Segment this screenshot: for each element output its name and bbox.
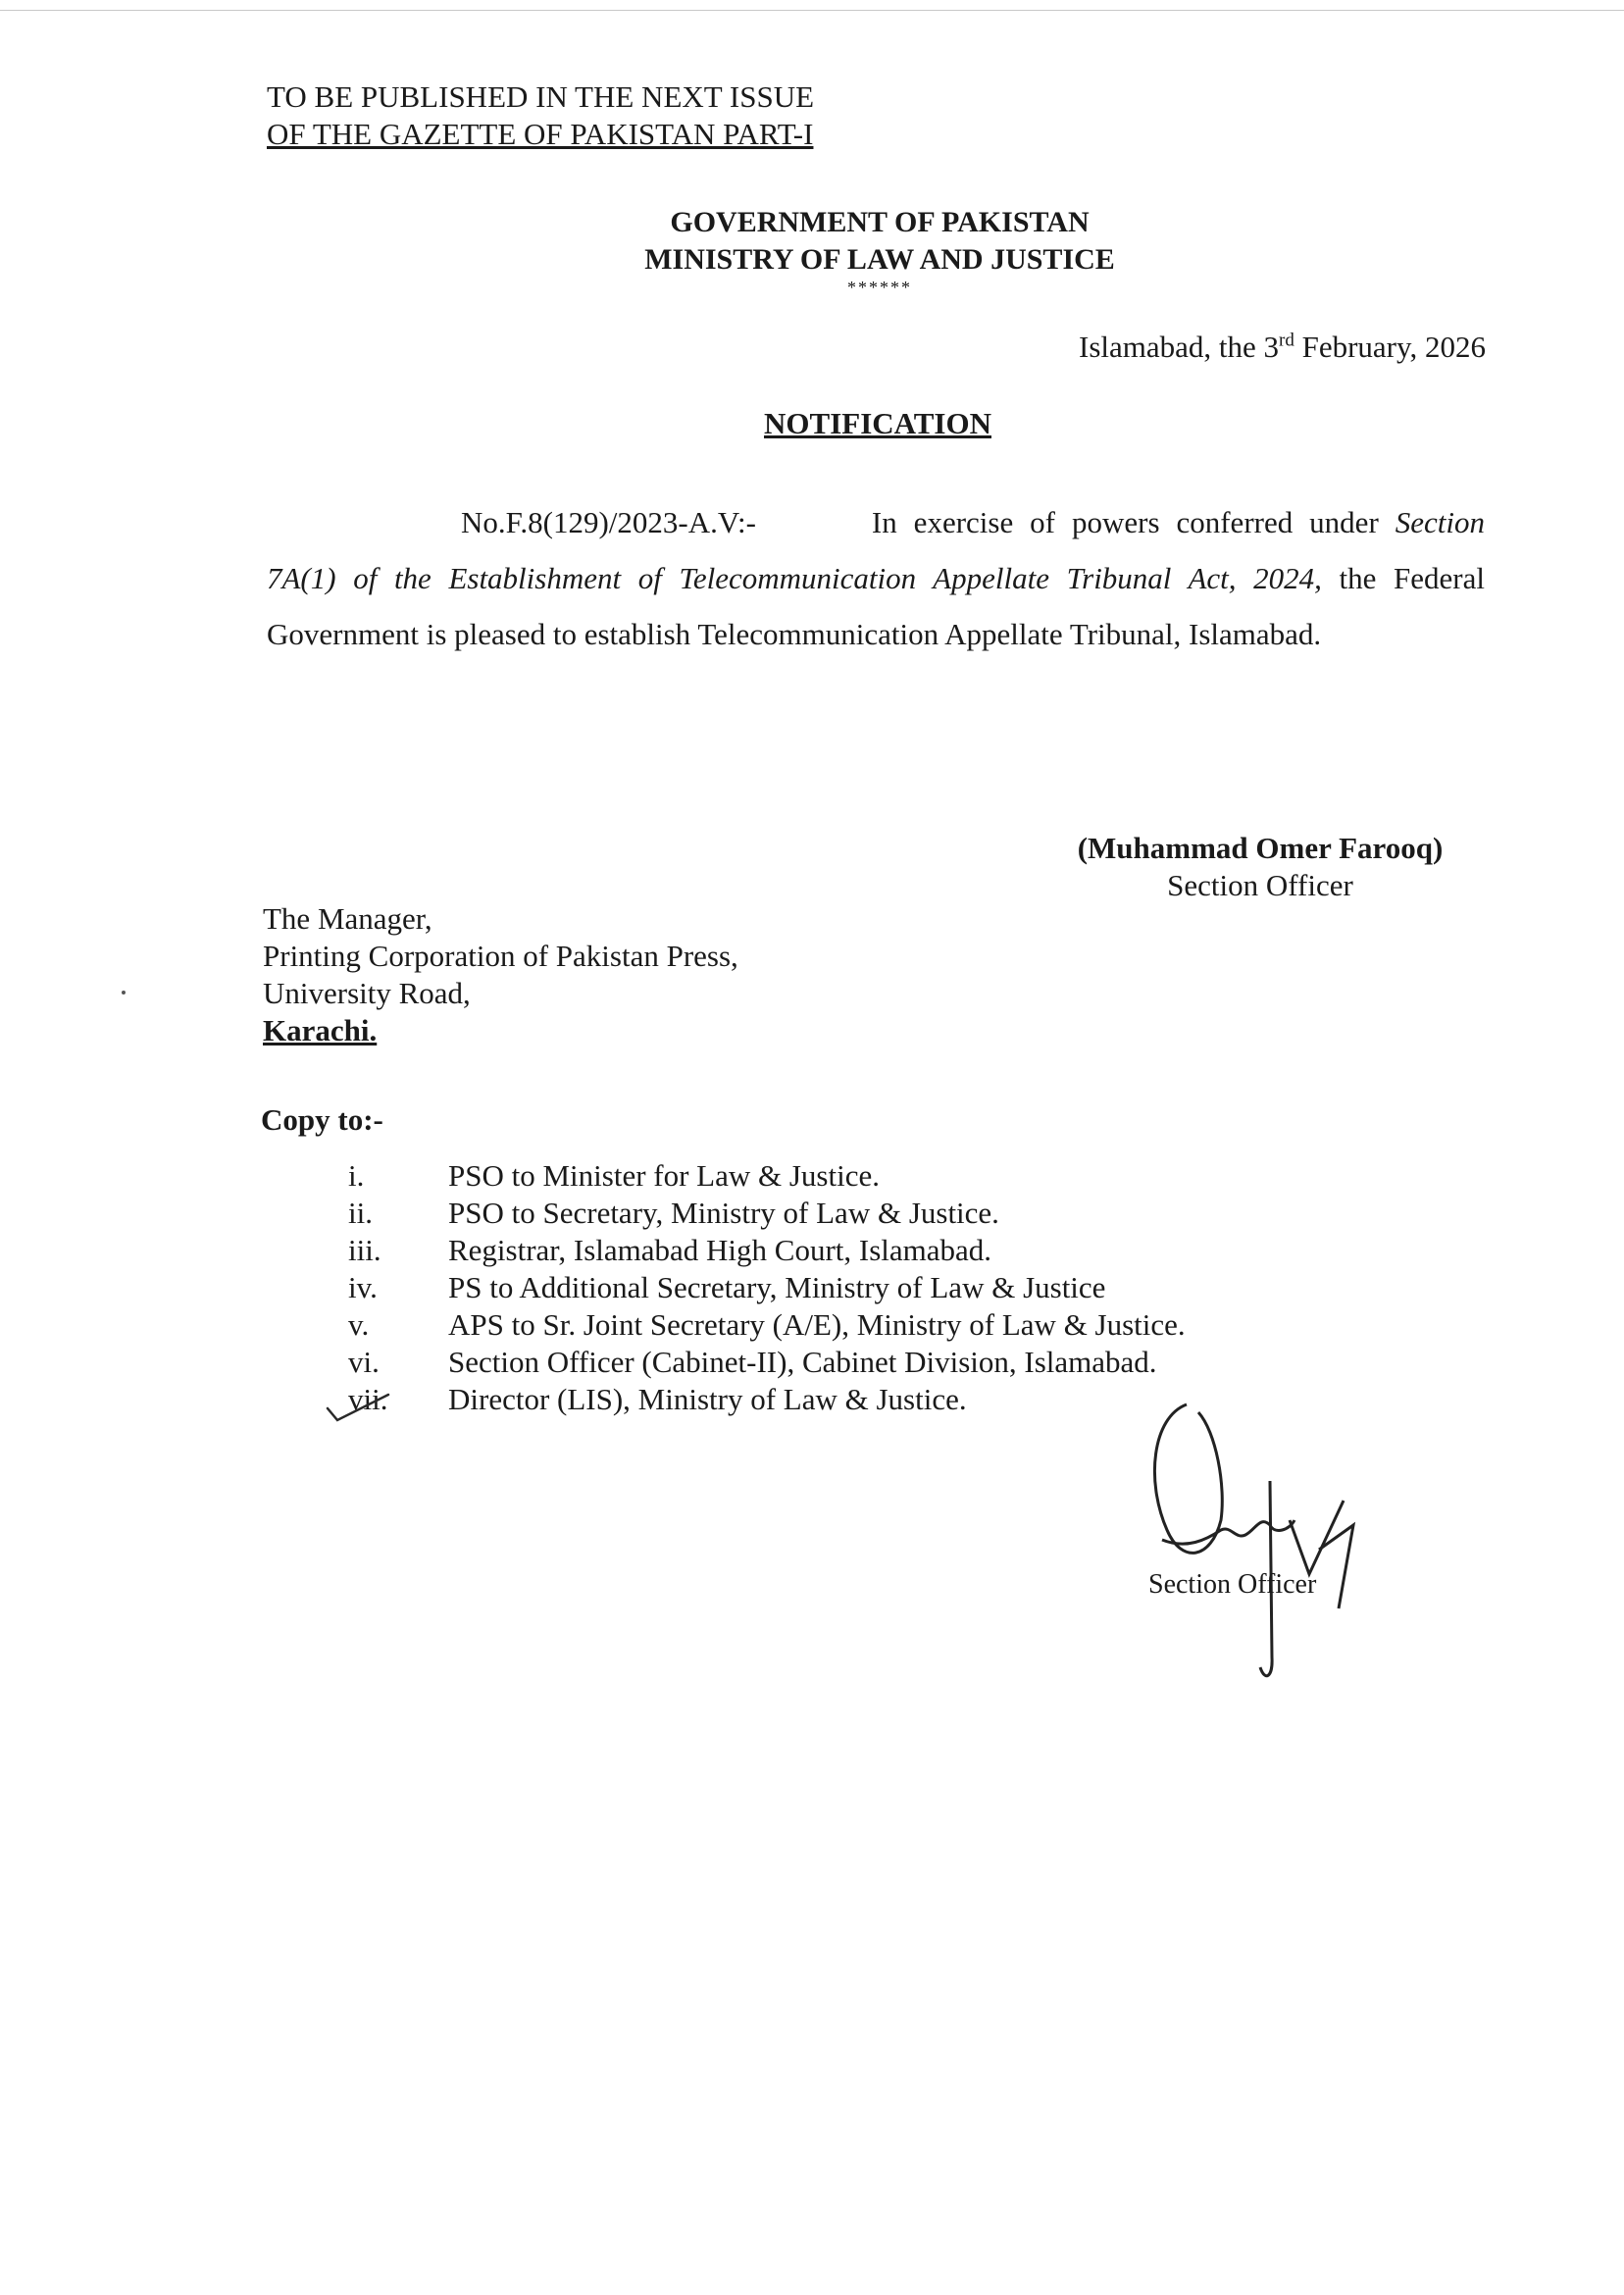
list-item	[348, 1269, 1186, 1306]
list-item-text: PSO to Minister for Law & Justice.	[448, 1158, 880, 1193]
copy-to-heading: Copy to:-	[261, 1102, 383, 1137]
page-edge	[0, 0, 1624, 11]
signatory-block	[1064, 830, 1456, 904]
list-item	[348, 1157, 1186, 1195]
date-line	[1079, 330, 1486, 365]
handwritten-tick-icon	[324, 1391, 392, 1430]
notification-body	[267, 494, 1485, 662]
addressee-block	[263, 900, 738, 1049]
list-item-text: APS to Sr. Joint Secretary (A/E), Ministry of Law & Justice.	[448, 1307, 1186, 1342]
list-item-text: Director (LIS), Ministry of Law & Justice.	[448, 1382, 967, 1416]
date-suffix: February, 2026	[1294, 330, 1486, 364]
list-item-number: v.	[348, 1307, 370, 1342]
ministry-heading: MINISTRY OF LAW AND JUSTICE	[644, 243, 1115, 276]
signature-designation: Section Officer	[1148, 1569, 1317, 1600]
list-item	[348, 1381, 1186, 1418]
publication-note-line1: TO BE PUBLISHED IN THE NEXT ISSUE	[267, 79, 815, 114]
list-item-number: ii.	[348, 1196, 373, 1230]
letterhead	[0, 204, 1624, 279]
body-text-end: the Federal Government is pleased to establish Telecommunication Appellate Tribunal, Islamabad.	[267, 561, 1485, 651]
list-item	[348, 1195, 1186, 1232]
list-item-text: PSO to Secretary, Ministry of Law & Justice.	[448, 1196, 999, 1230]
list-item-number: vi.	[348, 1345, 380, 1379]
signatory-designation: Section Officer	[1167, 868, 1353, 902]
list-item-text: PS to Additional Secretary, Ministry of Law & Justice	[448, 1270, 1106, 1304]
publication-note	[267, 78, 814, 153]
addressee-line3: University Road,	[263, 976, 471, 1010]
list-item	[348, 1344, 1186, 1381]
list-item	[348, 1232, 1186, 1269]
list-item-text: Section Officer (Cabinet-II), Cabinet Division, Islamabad.	[448, 1345, 1157, 1379]
body-text-start: In exercise of powers conferred under	[871, 505, 1396, 539]
list-item-number: iv.	[348, 1270, 378, 1304]
signatory-name: (Muhammad Omer Farooq)	[1077, 831, 1444, 865]
government-heading: GOVERNMENT OF PAKISTAN	[670, 206, 1090, 238]
list-item	[348, 1306, 1186, 1344]
list-item-number: vii.	[348, 1382, 388, 1416]
addressee-line1: The Manager,	[263, 901, 432, 936]
act-section-reference: Section 7A(1) of the Establishment of Telecommunication Appellate Tribunal Act, 2024,	[267, 505, 1485, 595]
list-item-number: iii.	[348, 1233, 381, 1267]
signature-icon	[1128, 1393, 1402, 1687]
scan-speck	[122, 991, 126, 994]
list-item-text: Registrar, Islamabad High Court, Islamabad.	[448, 1233, 992, 1267]
notification-title: NOTIFICATION	[764, 406, 991, 440]
separator-stars: ******	[847, 278, 912, 297]
publication-note-line2: OF THE GAZETTE OF PAKISTAN PART-I	[267, 117, 814, 151]
copy-to-list	[348, 1157, 1186, 1418]
addressee-city: Karachi.	[263, 1013, 378, 1047]
list-item-number: i.	[348, 1158, 365, 1193]
date-prefix: Islamabad, the 3	[1079, 330, 1280, 364]
date-ordinal: rd	[1279, 330, 1294, 351]
reference-number: No.F.8(129)/2023-A.V:-	[461, 505, 756, 539]
addressee-line2: Printing Corporation of Pakistan Press,	[263, 939, 738, 973]
